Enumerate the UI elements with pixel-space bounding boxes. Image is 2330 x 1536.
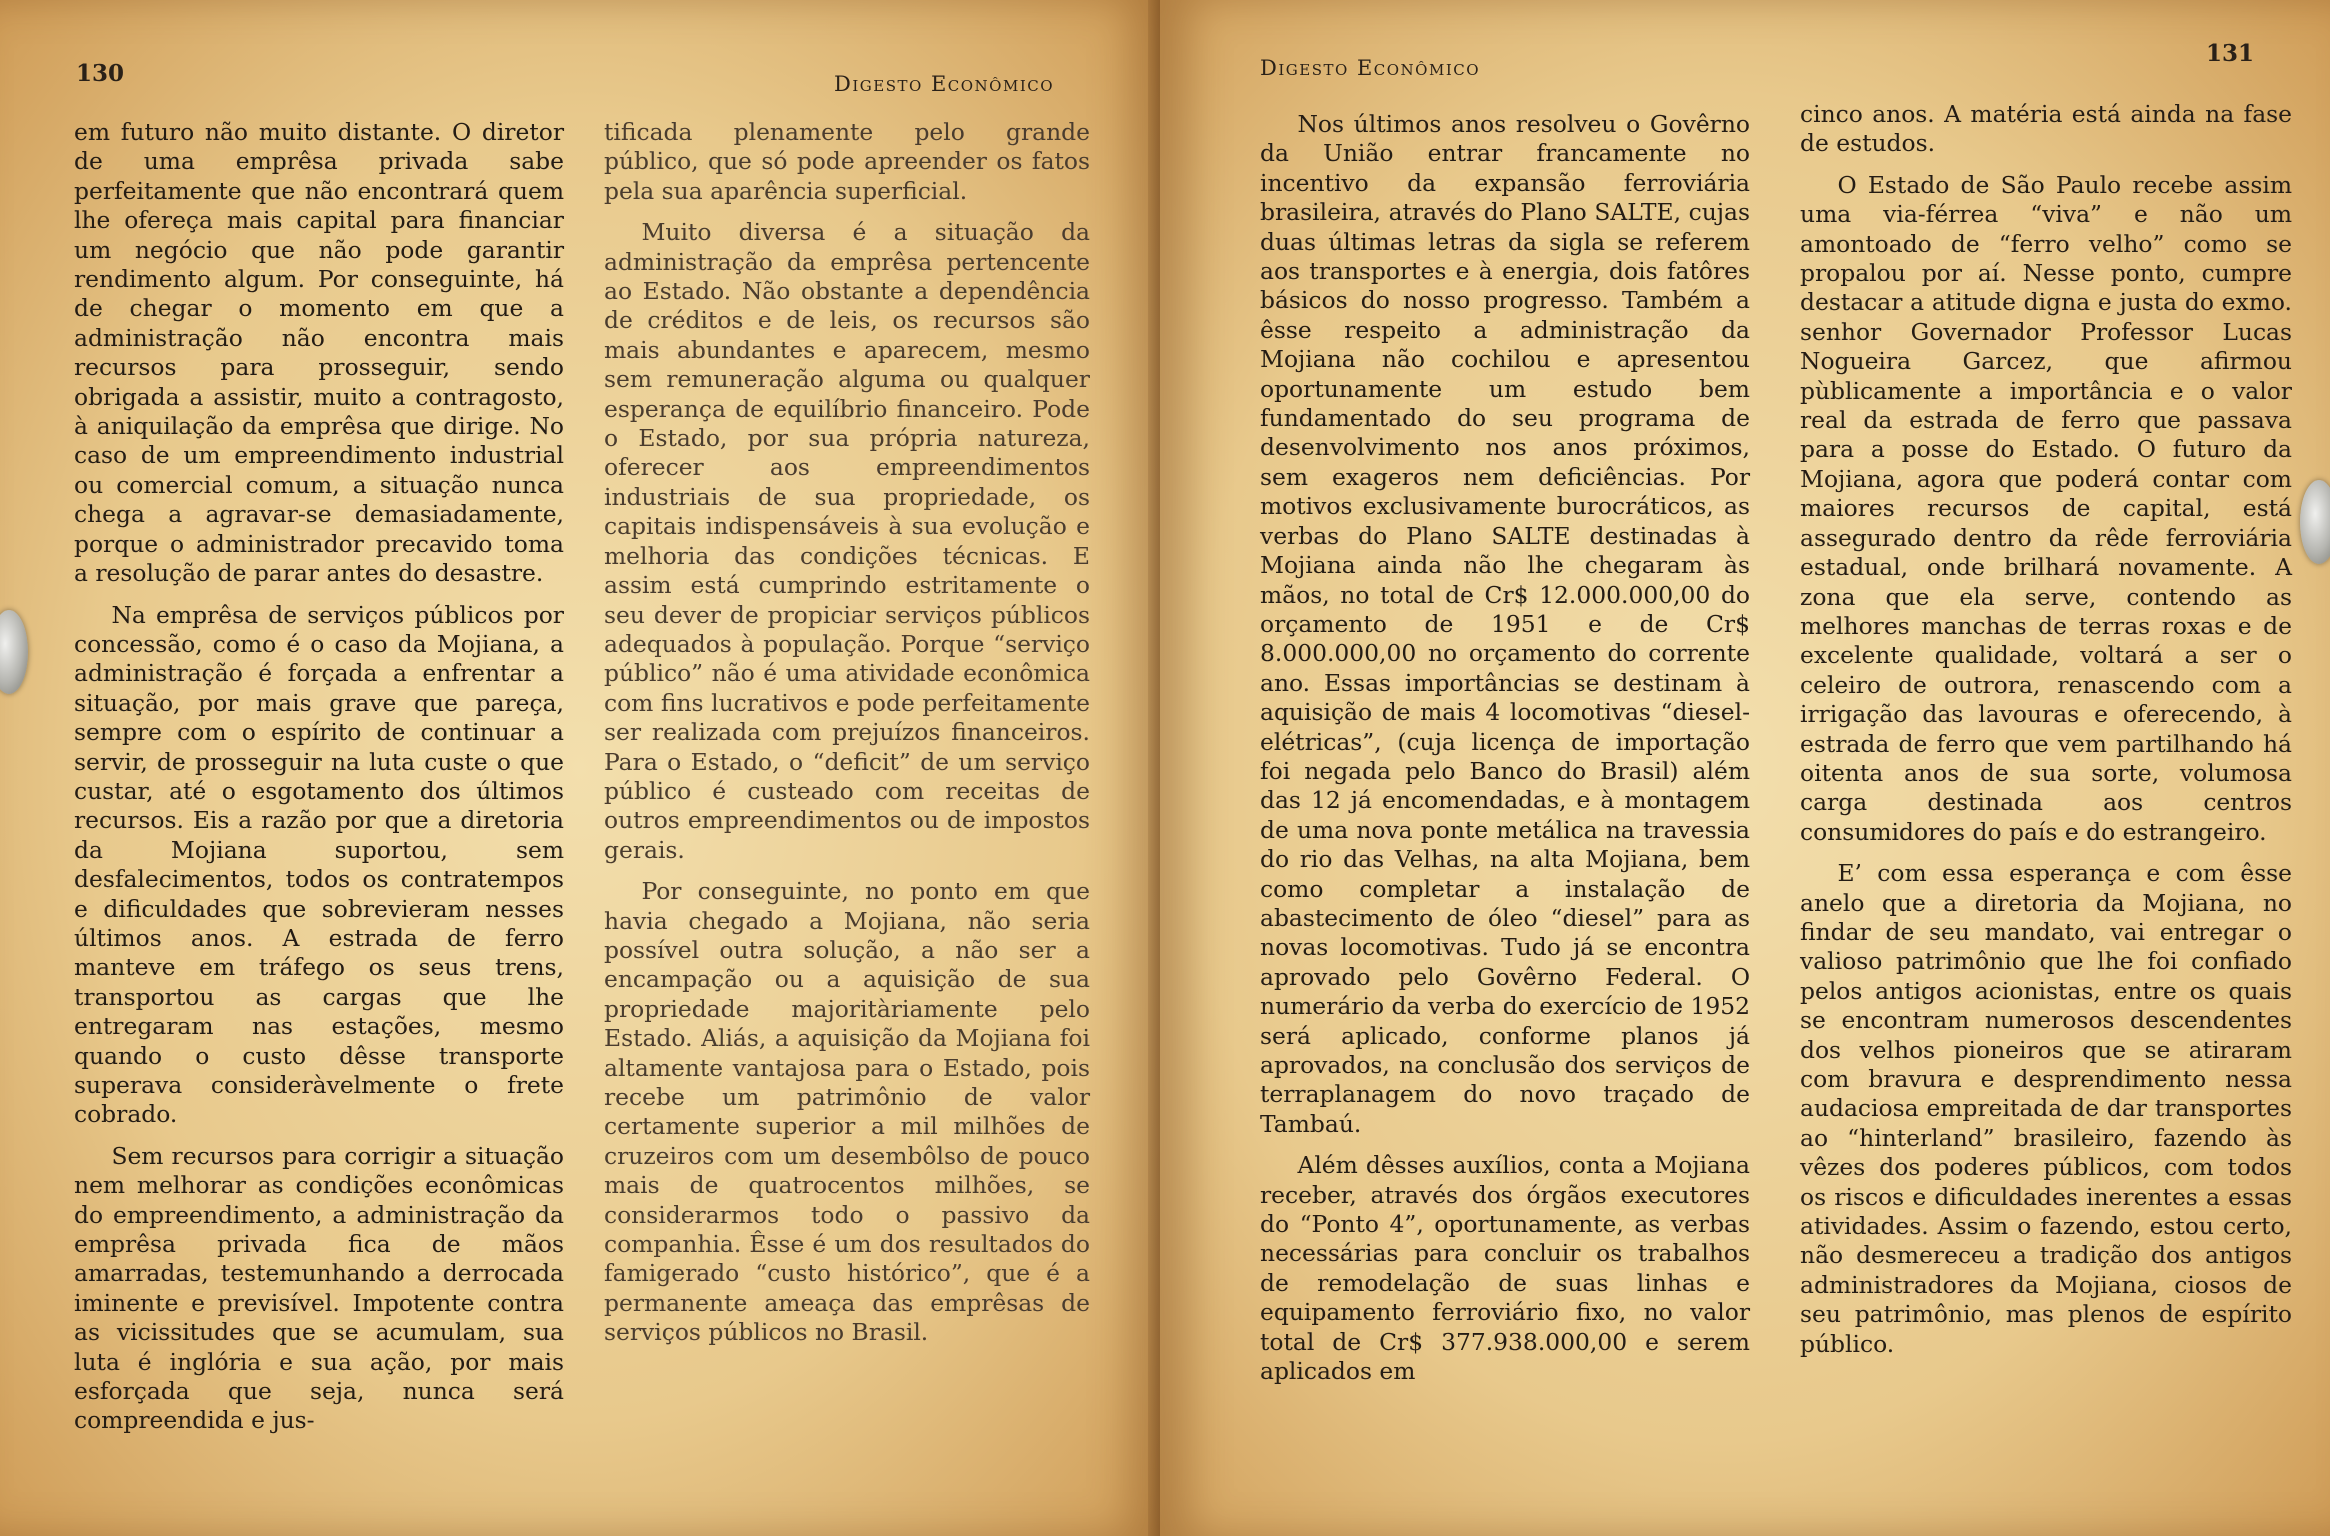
- paragraph: cinco anos. A matéria está ainda na fase de estudos.: [1800, 100, 2292, 158]
- paragraph: em futuro não muito distante. O diretor de uma emprêsa privada sabe perfeitamente que não encontrará quem lhe ofereça mais capital para financiar um negócio que não pode garantir rendimento algum. Por conseguinte, há de chegar o momento em que a administração não encontra mais recursos para prosseguir, sendo obrigada a assistir, muito a contragosto, à aniquilação da emprêsa que dirige. No caso de um empreendimento industrial ou comercial comum, a situação nunca chega a agravar-se demasiadamente, porque o administrador precavido toma a resolução de parar antes do desastre.: [74, 118, 564, 588]
- right-page-column-2: [1800, 100, 2292, 1480]
- paragraph: Por conseguinte, no ponto em que havia chegado a Mojiana, não seria possível outra solução, a não ser a encampação ou a aquisição de sua propriedade majoritàriamente pelo Estado. Aliás, a aquisição da Mojiana foi altamente vantajosa para o Estado, pois recebe um patrimônio de valor certamente superior a mil milhões de cruzeiros com um desembôlso de pouco mais de quatrocentos milhões, se considerarmos todo o passivo da companhia. Êsse é um dos resultados do famigerado “custo histórico”, que é a permanente ameaça das emprêsas de serviços públicos no Brasil.: [604, 877, 1090, 1347]
- right-page: [1160, 0, 2330, 1536]
- running-head-right: Digesto Econômico: [1260, 56, 1481, 80]
- paragraph: Muito diversa é a situação da administração da emprêsa pertencente ao Estado. Não obstante a dependência de créditos e de leis, os recursos são mais abundantes e aparecem, mesmo sem remuneração alguma ou qualquer esperança de equilíbrio financeiro. Pode o Estado, por sua própria natureza, oferecer aos empreendimentos industriais de sua propriedade, os capitais indispensáveis à sua evolução e melhoria das condições técnicas. E assim está cumprindo estritamente o seu dever de propiciar serviços públicos adequados à população. Porque “serviço público” não é uma atividade econômica com fins lucrativos e pode perfeitamente ser realizada com prejuízos financeiros. Para o Estado, o “deficit” de um serviço público é custeado com receitas de outros empreendimentos ou de impostos gerais.: [604, 218, 1090, 864]
- paragraph: Na emprêsa de serviços públicos por concessão, como é o caso da Mojiana, a administração é forçada a enfrentar a situação, por mais grave que pareça, sempre com o espírito de continuar a servir, de prosseguir na luta custe o que custar, até o esgotamento dos últimos recursos. Eis a razão por que a diretoria da Mojiana suportou, sem desfalecimentos, todos os contratempos e dificuldades que sobrevieram nesses últimos anos. A estrada de ferro manteve em tráfego os seus trens, transportou as cargas que lhe entregaram nas estações, mesmo quando o custo dêsse transporte superava consideràvelmente o frete cobrado.: [74, 600, 564, 1129]
- paragraph: Sem recursos para corrigir a situação nem melhorar as condições econômicas do empreendimento, a administração da emprêsa privada fica de mãos amarradas, testemunhando a derrocada iminente e previsível. Impotente contra as vicissitudes que se acumulam, sua luta é inglória e sua ação, por mais esforçada que seja, nunca será compreendida e jus-: [74, 1141, 564, 1435]
- page-number-right: 131: [2206, 40, 2255, 67]
- binding-staple-right: [2300, 480, 2330, 564]
- left-page-column-2: [604, 118, 1090, 1498]
- page-number-left: 130: [76, 60, 125, 87]
- right-page-column-1: [1260, 110, 1750, 1490]
- paragraph: E’ com essa esperança e com êsse anelo que a diretoria da Mojiana, no findar de seu mandato, vai entregar o valioso patrimônio que lhe foi confiado pelos antigos acionistas, entre os quais se encontram numerosos descendentes dos velhos pioneiros que se atiraram com bravura e desprendimento nessa audaciosa empreitada de dar transportes ao “hinterland” brasileiro, fazendo às vêzes dos poderes públicos, com todos os riscos e dificuldades inerentes a essas atividades. Assim o fazendo, estou certo, não desmereceu a tradição dos antigos administradores da Mojiana, ciosos de seu patrimônio, mas plenos de espírito público.: [1800, 859, 2292, 1358]
- running-head-left: Digesto Econômico: [834, 72, 1055, 96]
- paragraph: O Estado de São Paulo recebe assim uma via-férrea “viva” e não um amontoado de “ferro velho” como se propalou por aí. Nesse ponto, cumpre destacar a atitude digna e justa do exmo. senhor Governador Professor Lucas Nogueira Garcez, que afirmou pùblicamente a importância e o valor real da estrada de ferro que passava para a posse do Estado. O futuro da Mojiana, agora que poderá contar com maiores recursos de capital, está assegurado dentro da rêde ferroviária estadual, onde brilhará novamente. A zona que ela serve, contendo as melhores manchas de terras roxas e de excelente qualidade, voltará a ser o celeiro de outrora, renascendo com a irrigação das lavouras e oferecendo, à estrada de ferro que vem partilhando há oitenta anos de sua sorte, volumosa carga destinada aos centros consumidores do país e do estrangeiro.: [1800, 170, 2292, 846]
- left-page-column-1: [74, 118, 564, 1498]
- paragraph: Nos últimos anos resolveu o Govêrno da União entrar francamente no incentivo da expansão ferroviária brasileira, através do Plano SALTE, cujas duas últimas letras da sigla se referem aos transportes e à energia, dois fatôres básicos do nosso progresso. Também a êsse respeito a administração da Mojiana não cochilou e apresentou oportunamente um estudo bem fundamentado do seu programa de desenvolvimento nos anos próximos, sem exageros nem deficiências. Por motivos exclusivamente burocráticos, as verbas do Plano SALTE destinadas à Mojiana ainda não lhe chegaram às mãos, no total de Cr$ 12.000.000,00 do orçamento de 1951 e de Cr$ 8.000.000,00 no orçamento do corrente ano. Essas importâncias se destinam à aquisição de mais 4 locomotivas “diesel-elétricas”, (cuja licença de importação foi negada pelo Banco do Brasil) além das 12 já encomendadas, e à montagem de uma nova ponte metálica na travessia do rio das Velhas, na alta Mojiana, bem como completar a instalação de abastecimento de óleo “diesel” para as novas locomotivas. Tudo já se encontra aprovado pelo Govêrno Federal. O numerário da verba do exercício de 1952 será aplicado, conforme planos já aprovados, na conclusão dos serviços de terraplanagem do novo traçado de Tambaú.: [1260, 110, 1750, 1138]
- paragraph: Além dêsses auxílios, conta a Mojiana receber, através dos órgãos executores do “Ponto 4”, oportunamente, as verbas necessárias para concluir os trabalhos de remodelação de suas linhas e equipamento ferroviário fixo, no valor total de Cr$ 377.938.000,00 e serem aplicados em: [1260, 1151, 1750, 1386]
- left-page: [0, 0, 1160, 1536]
- binding-staple-left: [0, 610, 28, 694]
- paragraph: tificada plenamente pelo grande público, que só pode apreender os fatos pela sua aparência superficial.: [604, 118, 1090, 205]
